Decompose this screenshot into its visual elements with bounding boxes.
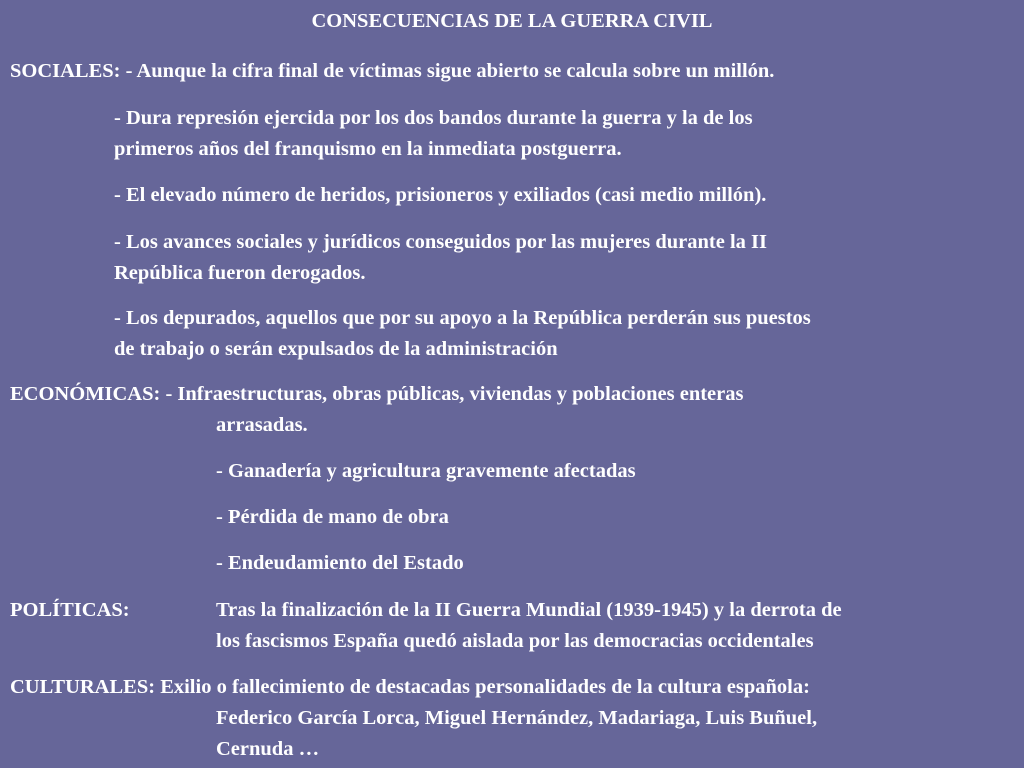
- sociales-item-5-line-1: - Los depurados, aquellos que por su apoyo a la República perderán sus puestos: [114, 307, 811, 329]
- politicas-label: POLÍTICAS:: [10, 599, 130, 621]
- sociales-item-2-line-1: - Dura represión ejercida por los dos bandos durante la guerra y la de los: [114, 107, 753, 129]
- sociales-section: [10, 56, 774, 87]
- sociales-label: SOCIALES:: [10, 60, 121, 82]
- economicas-label: ECONÓMICAS:: [10, 383, 161, 405]
- culturales-label: CULTURALES:: [10, 676, 156, 698]
- sociales-item-3: - El elevado número de heridos, prisioneros y exiliados (casi medio millón).: [114, 184, 767, 206]
- culturales-text-line-3: Cernuda …: [216, 738, 320, 760]
- culturales-text-line-1: Exilio o fallecimiento de destacadas personalidades de la cultura española:: [160, 676, 810, 698]
- slide-title: CONSECUENCIAS DE LA GUERRA CIVIL: [311, 10, 713, 32]
- sociales-item-1: - Aunque la cifra final de víctimas sigue abierto se calcula sobre un millón.: [125, 60, 775, 82]
- sociales-item-5-line-2: de trabajo o serán expulsados de la administración: [114, 338, 558, 360]
- culturales-section: [10, 672, 810, 703]
- economicas-item-1-line-2: arrasadas.: [216, 414, 308, 436]
- sociales-item-4-line-2: República fueron derogados.: [114, 262, 366, 284]
- economicas-item-4: - Endeudamiento del Estado: [216, 552, 464, 574]
- politicas-text-line-2: los fascismos España quedó aislada por las democracias occidentales: [216, 630, 814, 652]
- economicas-item-3: - Pérdida de mano de obra: [216, 506, 449, 528]
- economicas-item-1-line-1: - Infraestructuras, obras públicas, viviendas y poblaciones enteras: [165, 383, 744, 405]
- economicas-section: [10, 379, 743, 410]
- economicas-item-2: - Ganadería y agricultura gravemente afectadas: [216, 460, 636, 482]
- culturales-text-line-2: Federico García Lorca, Miguel Hernández, Madariaga, Luis Buñuel,: [216, 707, 818, 729]
- sociales-item-4-line-1: - Los avances sociales y jurídicos conseguidos por las mujeres durante la II: [114, 231, 767, 253]
- sociales-item-2-line-2: primeros años del franquismo en la inmediata postguerra.: [114, 138, 622, 160]
- politicas-text-line-1: Tras la finalización de la II Guerra Mundial (1939-1945) y la derrota de: [216, 599, 842, 621]
